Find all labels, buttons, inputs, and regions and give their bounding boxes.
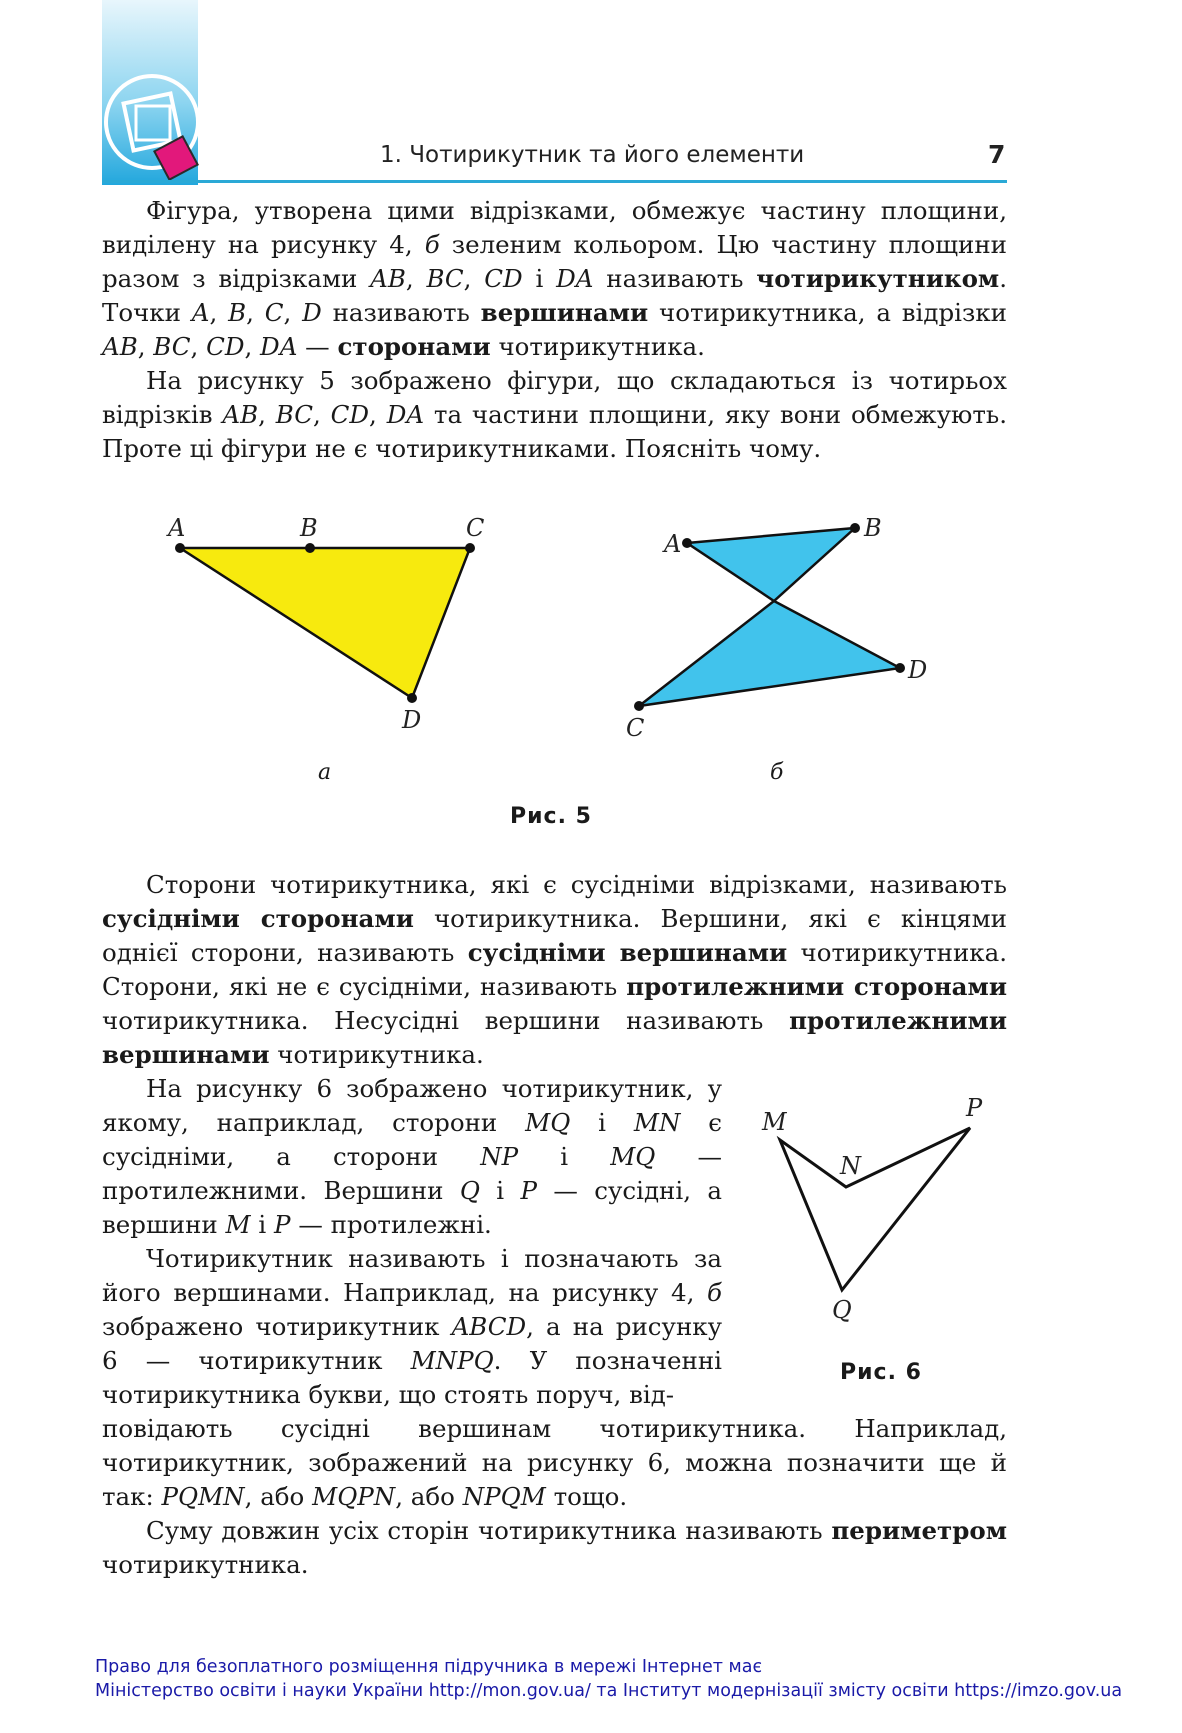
label-c: C: [626, 714, 645, 742]
label-c: C: [466, 514, 485, 542]
label-a: A: [664, 530, 682, 558]
figure-5b-shape-lower: [639, 601, 900, 706]
paragraph-4: На рисунку 6 зображено чотирикутник, у якому, наприклад, сторони MQ і MN є сусідніми, а сторони NP і MQ — протилежними. Вершини Q і P — сусідні, а вершини M і P — протилежні.: [102, 1074, 723, 1239]
paragraph-1: Фігура, утворена цими відрізками, обмежує частину площини, виділену на рисунку 4, б зеленим кольором. Цю частину площини разом з відрізками AB, BC, CD і DA називають чотирикутником. Точки A, B, C, D називають вершинами чотирикутника, а відрізки AB, BC, CD, DA — сторонами чотирикутника.: [102, 196, 1008, 361]
figure-5b-sublabel: б: [770, 760, 784, 785]
vertex-b: [850, 523, 860, 533]
footer-line-1: Право для безоплатного розміщення підручника в мережі Інтернет має: [95, 1657, 763, 1677]
chapter-logo: [100, 0, 210, 190]
paragraph-2: На рисунку 5 зображено фігури, що складаються із чотирьох відрізків AB, BC, CD, DA та частини площини, яку вони обмежують. Проте ці фігури не є чотирикутниками. Поясніть чому.: [102, 366, 1008, 463]
label-q: Q: [832, 1296, 852, 1324]
figure-5b-shape: [687, 528, 855, 601]
vertex-c: [465, 543, 475, 553]
vertex-d: [407, 693, 417, 703]
label-p: P: [966, 1094, 983, 1122]
figure-6-shape: [780, 1128, 970, 1290]
figure-5b: [626, 514, 927, 742]
header-rule: [102, 180, 1007, 183]
figure-5a: [166, 514, 484, 734]
figure-5-caption: Рис. 5: [510, 804, 592, 829]
footer-notice: [95, 1655, 1122, 1703]
vertex-a: [175, 543, 185, 553]
label-a: A: [168, 514, 186, 542]
label-b: B: [864, 514, 882, 542]
footer-line-2: Міністерство освіти і науки України http://mon.gov.ua/ та Інститут модернізації змісту освіти https://imzo.gov.ua: [95, 1681, 1123, 1701]
figure-6: [750, 1090, 1010, 1330]
label-b: B: [300, 514, 318, 542]
vertex-a: [682, 538, 692, 548]
chapter-title: 1. Чотирикутник та його елементи: [380, 142, 805, 168]
figure-5: [150, 500, 950, 760]
paragraph-3: Сторони чотирикутника, які є сусідніми відрізками, називають сусідніми сторонами чотирикутника. Вершини, які є кінцями однієї сторони, називають сусідніми вершинами чотирикутника. Сторони, які не є сусідніми, називають протилежними сторонами чотирикутника. Несусідні вершини називають протилежними вершинами чотирикутника.: [102, 870, 1008, 1069]
figure-5a-shape: [180, 548, 470, 698]
paragraph-6: Суму довжин усіх сторін чотирикутника називають периметром чотирикутника.: [102, 1516, 1007, 1579]
vertex-d: [895, 663, 905, 673]
vertex-c: [634, 701, 644, 711]
label-d: D: [908, 656, 928, 684]
label-m: M: [762, 1108, 787, 1136]
label-n: N: [840, 1152, 861, 1180]
page-number: 7: [988, 140, 1006, 169]
figure-5a-sublabel: а: [318, 760, 332, 785]
label-d: D: [402, 706, 422, 734]
vertex-b: [305, 543, 315, 553]
paragraph-5-part-1: Чотирикутник називають і позначають за його вершинами. Наприклад, на рисунку 4, б зображено чотирикутник ABCD, а на рисунку 6 — чотирикутник MNPQ. У позначенні чотирикутника букви, що стоять поруч, від-: [102, 1244, 722, 1409]
figure-6-caption: Рис. 6: [840, 1360, 922, 1385]
paragraph-5-part-2: повідають сусідні вершинам чотирикутника. Наприклад, чотирикутник, зображений на рисунку 6, можна позначити ще й так: PQMN, або MQPN, або NPQM тощо.: [102, 1414, 1007, 1511]
